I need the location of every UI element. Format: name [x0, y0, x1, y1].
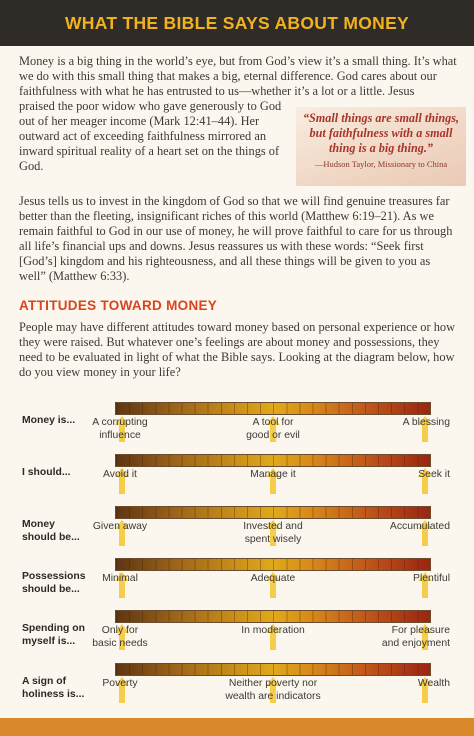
footer-strip	[0, 718, 474, 736]
gradient-scale-bar	[115, 663, 431, 676]
investment-paragraph: Jesus tells us to invest in the kingdom of God so that we will find genuine treasures far better than the fleeting, insignificant riches of this world (Matthew 6:19–21). As we remain faithful to God in our use of money, he will prove faithful to care for us through all life’s financial ups and downs. Jesus reassures us with these words: “Seek first [God’s] kingdom and his righteousness, and all these things will be given to you as well” (Matthew 6:33).	[19, 194, 453, 283]
option-left: Minimal	[102, 573, 138, 584]
diagram-row	[0, 454, 474, 506]
option-left: Avoid it	[103, 469, 137, 480]
option-left: A corrupting influence	[92, 417, 148, 441]
option-middle: Manage it	[250, 469, 296, 480]
gradient-scale-bar	[115, 454, 431, 467]
gradient-scale-bar	[115, 506, 431, 519]
option-middle: Invested and spent wisely	[243, 521, 303, 545]
row-label: A sign of holiness is...	[22, 676, 85, 700]
row-label: Possessions should be...	[22, 571, 86, 595]
option-left: Given away	[92, 521, 148, 532]
option-right: For pleasure and enjoyment	[381, 625, 450, 649]
section-body: People may have different attitudes toward money based on personal experience or how they were raised. But whatever one’s feelings are about money and possessions, they need to be evaluated in light of what the Bible says. Looking at the diagram below, how do you view money in your life?	[19, 320, 456, 379]
gradient-scale-bar	[115, 558, 431, 571]
pull-quote	[296, 107, 466, 186]
option-left: Poverty	[102, 678, 138, 689]
section-title: ATTITUDES TOWARD MONEY	[19, 298, 218, 313]
title-banner	[0, 0, 474, 46]
diagram-row	[0, 506, 474, 558]
diagram-row	[0, 558, 474, 610]
diagram-row	[0, 663, 474, 715]
row-label: Money should be...	[22, 519, 80, 543]
row-label: Money is...	[22, 415, 76, 426]
diagram-row	[0, 402, 474, 454]
option-left: Only for basic needs	[92, 625, 148, 649]
page-title: WHAT THE BIBLE SAYS ABOUT MONEY	[64, 12, 410, 33]
option-middle: Adequate	[250, 573, 296, 584]
option-right: A blessing	[402, 417, 450, 428]
option-right: Plentiful	[413, 573, 450, 584]
diagram-row	[0, 610, 474, 662]
option-middle: A tool for good or evil	[246, 417, 300, 441]
option-middle: Neither poverty nor wealth are indicators	[225, 678, 321, 702]
quote-text: “Small things are small things, but faithfulness with a small thing is a big thing.”	[302, 111, 460, 155]
option-right: Seek it	[418, 469, 450, 480]
row-label: I should...	[22, 467, 71, 478]
intro-text-narrow: praised the poor widow who gave generously to God out of her meager income (Mark 12:41–44). Her outward act of exceeding faithfulness mirrored an inward spiritual reality of a heart set on the things of God.	[19, 99, 282, 173]
option-middle: In moderation	[241, 625, 305, 636]
option-right: Wealth	[417, 678, 450, 689]
option-right: Accumulated	[389, 521, 450, 532]
intro-text-full-width: Money is a big thing in the world’s eye, but from God’s view it’s a small thing. It’s what we do with this small thing that makes a big, eternal difference. God cares about our faithfulness with what he has entrusted to us—whether it’s a lot or a little. Jesus	[19, 54, 457, 98]
gradient-scale-bar	[115, 610, 431, 623]
row-label: Spending on myself is...	[22, 623, 85, 647]
quote-attribution: —Hudson Taylor, Missionary to China	[314, 159, 448, 169]
gradient-scale-bar	[115, 402, 431, 415]
